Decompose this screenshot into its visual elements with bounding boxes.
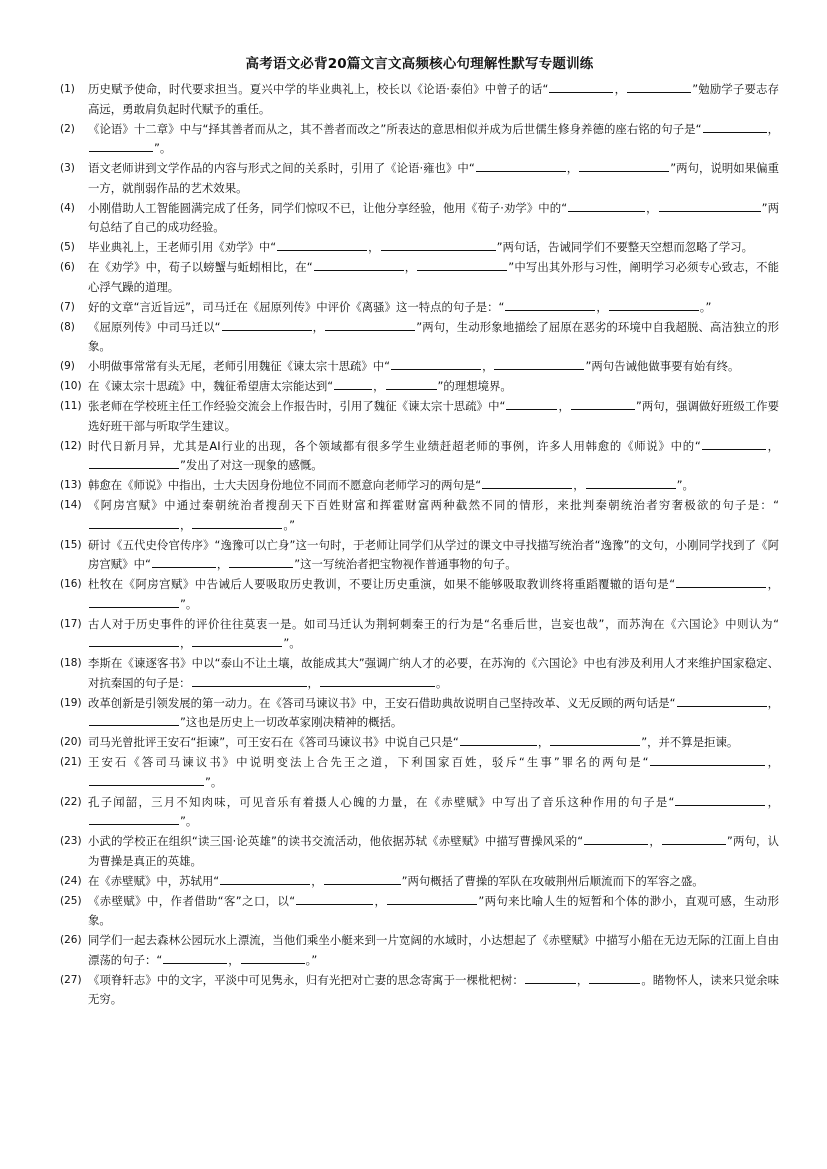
- question-number: (5): [60, 241, 75, 253]
- answer-blank: [568, 199, 645, 212]
- question-number: (25): [60, 894, 82, 907]
- question-item: [60, 258, 779, 297]
- answer-blank: [334, 377, 372, 390]
- answer-blank: [192, 674, 307, 687]
- answer-blank: [525, 971, 576, 984]
- answer-blank: [381, 238, 496, 251]
- answer-blank: [325, 318, 415, 331]
- answer-blank: [277, 238, 367, 251]
- question-item: [60, 931, 779, 970]
- question-text: 《论语》十二章》中与“择其善者而从之，其不善者而改之”所表达的意思相似并成为后世儒生修身养德的座右铭的句子是“ ，”。: [88, 121, 779, 155]
- question-item: [60, 536, 779, 575]
- question-text: 小武的学校正在组织“读三国·论英雄”的读书交流活动，他依据苏轼《赤壁赋》中描写曹操风采的“ ， ”两句，认为曹操是真正的英雄。: [88, 834, 779, 868]
- answer-blank: [702, 437, 766, 450]
- question-item: [60, 159, 779, 198]
- question-number: (18): [60, 657, 82, 669]
- answer-blank: [89, 713, 179, 726]
- question-number: (19): [60, 696, 82, 709]
- answer-blank: [677, 694, 767, 707]
- question-text: 在《劝学》中，荀子以螃蟹与蚯蚓相比，在“ ， ”中写出其外形与习性，阐明学习必须专心致志，不能心浮气躁的道理。: [88, 260, 779, 294]
- question-number: (4): [60, 201, 75, 214]
- question-item: [60, 120, 779, 159]
- question-number: (21): [60, 756, 82, 768]
- answer-blank: [482, 476, 572, 489]
- question-text: 毕业典礼上，王老师引用《劝学》中“ ， ”两句话，告诫同学们不要整天空想而忽略了学习。: [88, 240, 754, 254]
- answer-blank: [163, 951, 227, 964]
- answer-blank: [579, 159, 669, 172]
- question-item: [60, 615, 779, 654]
- answer-blank: [676, 575, 766, 588]
- question-number: (1): [60, 83, 75, 95]
- question-number: (10): [60, 380, 82, 392]
- answer-blank: [387, 892, 477, 905]
- answer-blank: [584, 832, 648, 845]
- question-number: (3): [60, 162, 75, 174]
- question-number: (26): [60, 934, 82, 946]
- question-item: [60, 199, 779, 238]
- answer-blank: [571, 397, 635, 410]
- question-item: [60, 971, 779, 1010]
- answer-blank: [627, 80, 691, 93]
- question-text: 时代日新月异，尤其是AI行业的出现，各个领域都有很多学生业绩赶超老师的事例，许多人用韩愈的《师说》中的“ ，”发出了对这一现象的感慨。: [88, 438, 779, 472]
- answer-blank: [659, 199, 761, 212]
- answer-blank: [494, 357, 584, 370]
- answer-blank: [589, 971, 640, 984]
- question-item: [60, 357, 779, 377]
- question-list: [60, 80, 779, 1010]
- question-text: 研讨《五代史伶官传序》“逸豫可以亡身”这一句时，于老师让同学们从学过的课文中寻找描写统治者“逸豫”的文句，小刚同学找到了《阿房宫赋》中“ ， ”这一写统治者把宝物视作普通事物的句子。: [88, 537, 779, 571]
- question-text: 语文老师讲到文学作品的内容与形式之间的关系时，引用了《论语·雍也》中“ ， ”两句，说明如果偏重一方，就削弱作品的艺术效果。: [88, 161, 779, 195]
- answer-blank: [650, 753, 765, 766]
- question-text: 历史赋予使命，时代要求担当。夏兴中学的毕业典礼上，校长以《论语·泰伯》中曾子的话“ ， ”勉励学子要志存高远，勇敢肩负起时代赋予的重任。: [88, 82, 779, 116]
- answer-blank: [89, 516, 179, 529]
- answer-blank: [222, 318, 312, 331]
- answer-blank: [460, 733, 537, 746]
- question-item: [60, 872, 779, 892]
- question-item: [60, 437, 779, 476]
- question-item: [60, 318, 779, 357]
- question-text: 在《赤壁赋》中，苏轼用“ ， ”两句概括了曹操的军队在攻破荆州后顺流而下的军容之盛。: [88, 873, 704, 888]
- answer-blank: [609, 298, 699, 311]
- question-text: 小明做事常常有头无尾，老师引用魏征《谏太宗十思疏》中“ ， ”两句告诫他做事要有始有终。: [88, 359, 740, 373]
- answer-blank: [314, 258, 404, 271]
- question-number: (8): [60, 320, 75, 333]
- question-item: [60, 832, 779, 871]
- question-number: (20): [60, 736, 82, 748]
- answer-blank: [192, 634, 282, 647]
- answer-blank: [320, 674, 435, 687]
- answer-blank: [675, 793, 765, 806]
- question-number: (27): [60, 973, 82, 986]
- question-item: [60, 753, 779, 792]
- answer-blank: [549, 80, 613, 93]
- question-text: 同学们一起去森林公园玩水上漂流，当他们乘坐小艇来到一片宽阔的水域时，小达想起了《赤壁赋》中描写小船在无边无际的江面上自由漂荡的句子：“ ， 。”: [88, 933, 779, 967]
- worksheet-title: 高考语文必背20篇文言文高频核心句理解性默写专题训练: [245, 56, 594, 72]
- question-item: [60, 575, 779, 614]
- answer-blank: [89, 773, 204, 786]
- answer-blank: [662, 832, 726, 845]
- answer-blank: [241, 951, 305, 964]
- question-text: 孔子闻韶，三月不知肉味，可见音乐有着摄人心魄的力量，在《赤壁赋》中写出了音乐这种作用的句子是“ ，”。: [88, 794, 779, 828]
- question-text: 改革创新是引领发展的第一动力。在《答司马谏议书》中，王安石借助典故说明自己坚持改革、义无反顾的两句话是“ ，”这也是历史上一切改革家刚决精神的概括。: [88, 695, 779, 729]
- question-item: [60, 793, 779, 832]
- answer-blank: [703, 120, 767, 133]
- question-item: [60, 694, 779, 733]
- answer-blank: [89, 634, 179, 647]
- question-text: 李斯在《谏逐客书》中以“泰山不让土壤，故能成其大”强调广纳人才的必要，在苏洵的《六国论》中也有涉及利用人才来维护国家稳定、对抗秦国的句子是： ， 。: [88, 656, 779, 690]
- question-text: 《项脊轩志》中的文字，平淡中可见隽永，归有光把对亡妻的思念寄寓于一棵枇杷树： ， 。睹物怀人，读来只觉余味无穷。: [88, 972, 779, 1006]
- question-number: (16): [60, 578, 82, 590]
- answer-blank: [386, 377, 437, 390]
- question-text: 杜牧在《阿房宫赋》中告诫后人要吸取历史教训，不要让历史重演，如果不能够吸取教训终将重蹈覆辙的语句是“ ，”。: [88, 577, 779, 611]
- question-item: [60, 654, 779, 693]
- question-text: 《赤壁赋》中，作者借助“客”之口，以“ ， ”两句来比喻人生的短暂和个体的渺小，直观可感，生动形象。: [88, 893, 779, 927]
- question-item: [60, 733, 779, 753]
- question-text: 古人对于历史事件的评价往往莫衷一是。如司马迁认为荆轲刺秦王的行为是“名垂后世，岂妄也哉”，而苏洵在《六国论》中则认为“， ”。: [88, 616, 779, 650]
- answer-blank: [192, 516, 282, 529]
- answer-blank: [506, 397, 557, 410]
- question-item: [60, 892, 779, 931]
- answer-blank: [391, 357, 481, 370]
- question-number: (12): [60, 439, 82, 452]
- question-item: [60, 377, 779, 397]
- question-text: 好的文章“言近旨远”，司马迁在《屈原列传》中评价《离骚》这一特点的句子是：“ ， 。”: [88, 299, 712, 314]
- question-text: 《屈原列传》中司马迁以“ ， ”两句，生动形象地描绘了屈原在恶劣的环境中自我超脱、高洁独立的形象。: [88, 319, 779, 353]
- question-number: (9): [60, 360, 75, 372]
- question-text: 司马光曾批评王安石“拒谏”，可王安石在《答司马谏议书》中说自己只是“ ， ”，并不算是拒谏。: [88, 735, 739, 749]
- question-text: 在《谏太宗十思疏》中，魏征希望唐太宗能达到“ ， ”的理想境界。: [88, 379, 512, 393]
- question-item: [60, 397, 779, 436]
- answer-blank: [417, 258, 507, 271]
- answer-blank: [296, 892, 373, 905]
- question-item: [60, 238, 779, 258]
- question-number: (7): [60, 300, 75, 313]
- answer-blank: [89, 812, 179, 825]
- question-text: 张老师在学校班主任工作经验交流会上作报告时，引用了魏征《谏太宗十思疏》中“ ， ”两句，强调做好班级工作要选好班干部与听取学生建议。: [88, 399, 779, 433]
- question-item: [60, 80, 779, 119]
- answer-blank: [550, 733, 640, 746]
- answer-blank: [229, 555, 293, 568]
- answer-blank: [220, 872, 310, 885]
- question-number: (6): [60, 261, 75, 273]
- answer-blank: [505, 298, 595, 311]
- question-item: [60, 298, 779, 318]
- question-item: [60, 476, 779, 496]
- answer-blank: [586, 476, 676, 489]
- question-number: (2): [60, 122, 75, 135]
- question-text: 《阿房宫赋》中通过秦朝统治者搜刮天下百姓财富和挥霍财富两种截然不同的情形，来批判秦朝统治者穷奢极欲的句子是：“， 。”: [88, 498, 779, 532]
- question-number: (23): [60, 835, 82, 847]
- answer-blank: [152, 555, 216, 568]
- answer-blank: [89, 456, 179, 469]
- answer-blank: [476, 159, 566, 172]
- question-item: [60, 496, 779, 535]
- question-number: (14): [60, 499, 82, 511]
- question-number: (15): [60, 538, 82, 551]
- answer-blank: [324, 872, 401, 885]
- answer-blank: [89, 595, 179, 608]
- question-text: 小刚借助人工智能圆满完成了任务，同学们惊叹不已，让他分享经验，他用《荀子·劝学》中的“ ， ”两句总结了自己的成功经验。: [88, 200, 779, 234]
- question-number: (22): [60, 795, 82, 808]
- question-number: (11): [60, 400, 82, 412]
- answer-blank: [89, 139, 153, 152]
- question-text: 韩愈在《师说》中指出，士大夫因身份地位不同而不愿意向老师学习的两句是“ ， ”。: [88, 478, 694, 492]
- question-number: (24): [60, 874, 82, 887]
- question-text: 王安石《答司马谏议书》中说明变法上合先王之道，下利国家百姓，驳斥“生事”罪名的两句是“ ，”。: [88, 755, 779, 789]
- question-number: (13): [60, 479, 82, 491]
- question-number: (17): [60, 617, 82, 630]
